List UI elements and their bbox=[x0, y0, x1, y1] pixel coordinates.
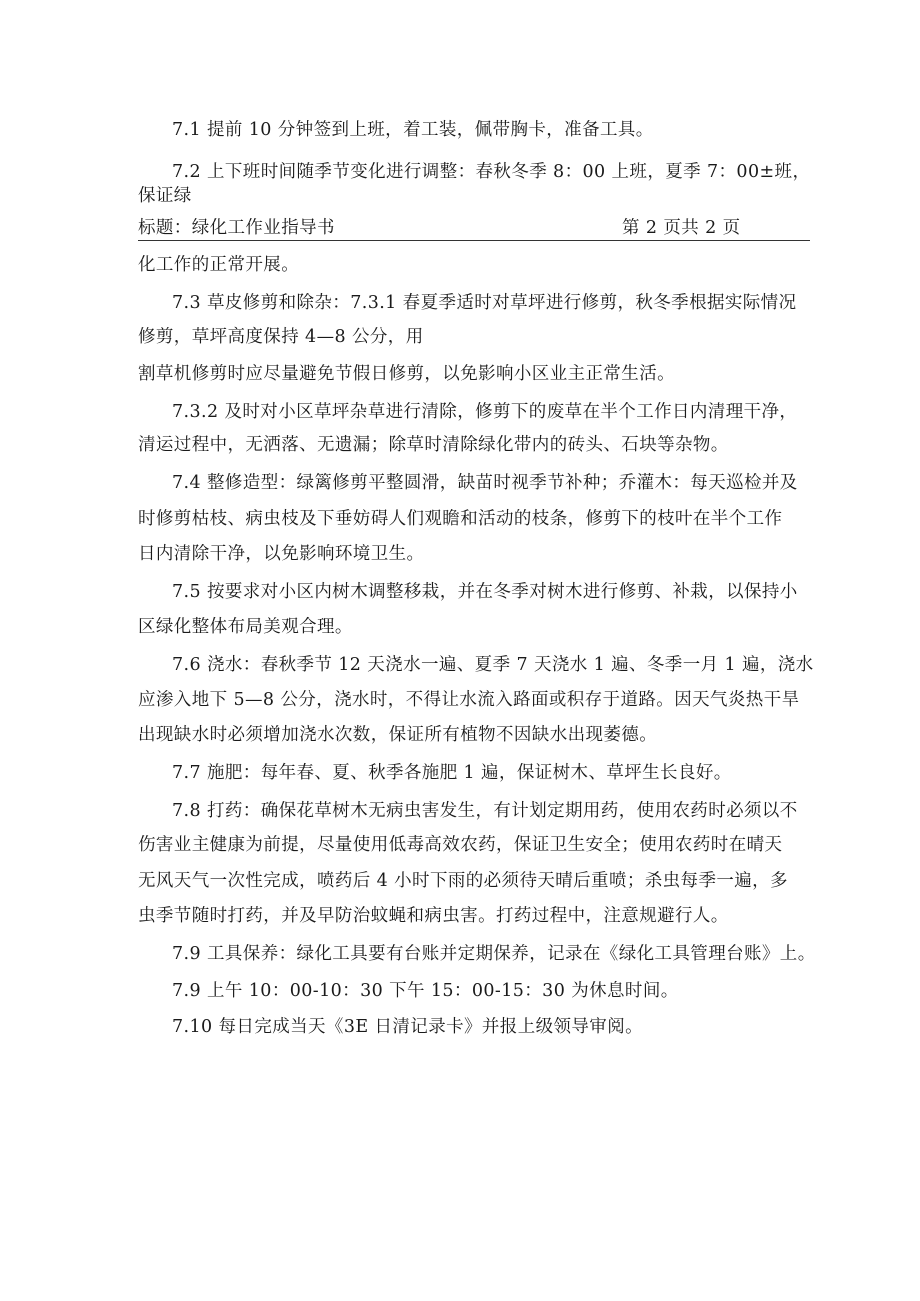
paragraph-7-6-line-3: 出现缺水时必须增加浇水次数，保证所有植物不因缺水出现萎德。 bbox=[138, 725, 658, 745]
paragraph-7-2-line-1: 7.2 上下班时间随季节变化进行调整：春秋冬季 8：00 上班，夏季 7：00±班， bbox=[172, 162, 811, 182]
paragraph-7-3-2-line-1: 7.3.2 及时对小区草坪杂草进行清除，修剪下的废草在半个工作日内清理干净， bbox=[172, 402, 798, 422]
paragraph-7-2-continued: 化工作的正常开展。 bbox=[138, 255, 300, 275]
paragraph-7-9-tools: 7.9 工具保养：绿化工具要有台账并定期保养，记录在《绿化工具管理台账》上。 bbox=[172, 944, 816, 964]
header-title: 标题：绿化工作业指导书 bbox=[138, 218, 335, 238]
paragraph-7-4-line-2: 时修剪枯枝、病虫枝及下垂妨碍人们观瞻和活动的枝条，修剪下的枝叶在半个工作 bbox=[138, 509, 783, 529]
page-header bbox=[138, 216, 810, 241]
paragraph-7-3-line-2: 修剪，草坪高度保持 4—8 公分，用 bbox=[138, 327, 424, 347]
paragraph-7-4-line-3: 日内清除干净，以免影响环境卫生。 bbox=[138, 544, 425, 564]
paragraph-7-3-line-1: 7.3 草皮修剪和除杂：7.3.1 春夏季适时对草坪进行修剪，秋冬季根据实际情况 bbox=[172, 293, 797, 313]
paragraph-7-5-line-1: 7.5 按要求对小区内树木调整移栽，并在冬季对树木进行修剪、补栽，以保持小 bbox=[172, 582, 798, 602]
paragraph-7-7: 7.7 施肥：每年春、夏、秋季各施肥 1 遍，保证树木、草坪生长良好。 bbox=[172, 763, 732, 783]
paragraph-7-3-2-line-2: 清运过程中，无洒落、无遗漏；除草时清除绿化带内的砖头、石块等杂物。 bbox=[138, 435, 729, 455]
paragraph-7-4-line-1: 7.4 整修造型：绿篱修剪平整圆滑，缺苗时视季节补种；乔灌木：每天巡检并及 bbox=[172, 473, 798, 493]
paragraph-7-8-line-1: 7.8 打药：确保花草树木无病虫害发生，有计划定期用药，使用农药时必须以不 bbox=[172, 801, 798, 821]
paragraph-7-2-line-2: 保证绿 bbox=[138, 186, 192, 206]
paragraph-7-8-line-3: 无风天气一次性完成，喷药后 4 小时下雨的必须待天晴后重喷；杀虫每季一遍，多 bbox=[138, 871, 788, 891]
paragraph-7-6-line-1: 7.6 浇水：春秋季节 12 天浇水一遍、夏季 7 天浇水 1 遍、冬季一月 1 遍，浇水 bbox=[172, 655, 814, 675]
paragraph-7-1: 7.1 提前 10 分钟签到上班，着工装，佩带胸卡，准备工具。 bbox=[172, 120, 654, 140]
paragraph-7-9-break-time: 7.9 上午 10：00-10：30 下午 15：00-15：30 为休息时间。 bbox=[172, 981, 679, 1001]
paragraph-7-10: 7.10 每日完成当天《3E 日清记录卡》并报上级领导审阅。 bbox=[172, 1017, 643, 1037]
paragraph-7-3-line-3: 割草机修剪时应尽量避免节假日修剪，以免影响小区业主正常生活。 bbox=[138, 364, 675, 384]
paragraph-7-8-line-2: 伤害业主健康为前提，尽量使用低毒高效农药，保证卫生安全；使用农药时在晴天 bbox=[138, 835, 783, 855]
paragraph-7-5-line-2: 区绿化整体布局美观合理。 bbox=[138, 617, 353, 637]
paragraph-7-8-line-4: 虫季节随时打药，并及早防治蚊蝇和病虫害。打药过程中，注意规避行人。 bbox=[138, 906, 729, 926]
paragraph-7-6-line-2: 应渗入地下 5—8 公分，浇水时，不得让水流入路面或积存于道路。因天气炎热干旱 bbox=[138, 690, 800, 710]
header-page-number: 第 2 页共 2 页 bbox=[622, 218, 741, 238]
